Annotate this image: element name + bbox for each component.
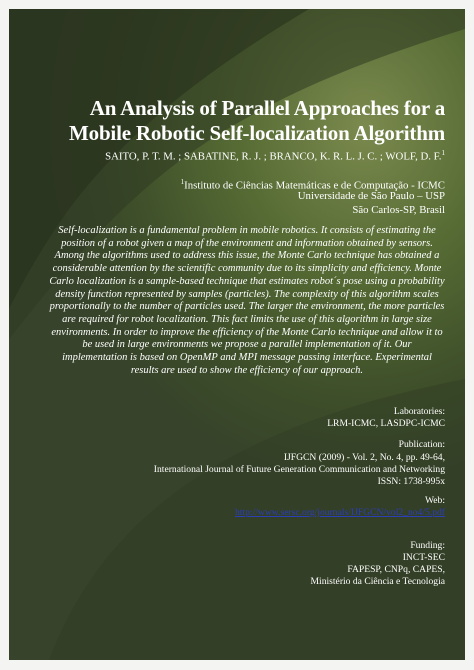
affiliation-institute-text: Instituto de Ciências Matemáticas e de Computação - ICMC [184, 179, 445, 192]
funding-inct: INCT-SEC [402, 552, 445, 563]
authors-superscript: 1 [441, 149, 445, 157]
poster-card [9, 9, 465, 660]
publication-journal: International Journal of Future Generation Communication and Networking [153, 464, 445, 475]
publication-citation: IJFGCN (2009) - Vol. 2, No. 4, pp. 49-64, [283, 452, 445, 463]
funding-label: Funding: [410, 540, 445, 551]
affiliation-superscript: 1 [180, 178, 185, 186]
publication-label: Publication: [398, 439, 445, 450]
laboratories-value: LRM-ICMC, LASDPC-ICMC [327, 418, 445, 429]
abstract: Self-localization is a fundamental problem in mobile robotics. It consists of estimating the position of a robot given a map of the environment and information obtained by sensors. Among the algorithms used to address this issue, the Monte Carlo technique has obtained a considerable attention by the scientific community due to its simplicity and efficiency. Monte Carlo localization is a sample-based technique that estimates robot´s pose using a probability density function represented by samples (particles). The complexity of this algorithm scales proportionally to the number of particles used. The larger the environment, the more particles are required for robot localization. This fact limits the use of this algorithm in large size environments. In order to improve the efficiency of the Monte Carlo technique and allow it to be used in large environments we propose a parallel implementation of it. Our implementation is based on OpenMP and MPI message passing interface. Experimental results are used to show the efficiency of our approach. [49, 225, 445, 376]
affiliation-city: São Carlos-SP, Brasil [352, 204, 445, 216]
author-list [49, 147, 445, 164]
web-link-wrapper [129, 507, 445, 519]
authors-text: SAITO, P. T. M. ; SABATINE, R. J. ; BRANCO, K. R. L. J. C. ; WOLF, D. F. [105, 150, 442, 163]
funding-agencies: FAPESP, CNPq, CAPES, [347, 564, 445, 575]
funding-ministry: Ministério da Ciência e Tecnologia [310, 576, 445, 587]
title-line-1: An Analysis of Parallel Approaches for a [89, 96, 445, 120]
web-link[interactable]: http://www.sersc.org/journals/IJFGCN/vol2_no4/5.pdf [235, 507, 445, 518]
affiliation-university: Universidade de São Paulo – USP [297, 190, 445, 202]
web-label: Web: [424, 495, 445, 506]
title-line-2: Mobile Robotic Self-localization Algorithm [69, 121, 445, 145]
paper-title [65, 96, 445, 146]
laboratories-label: Laboratories: [393, 406, 445, 417]
publication-issn: ISSN: 1738-995x [377, 476, 445, 487]
